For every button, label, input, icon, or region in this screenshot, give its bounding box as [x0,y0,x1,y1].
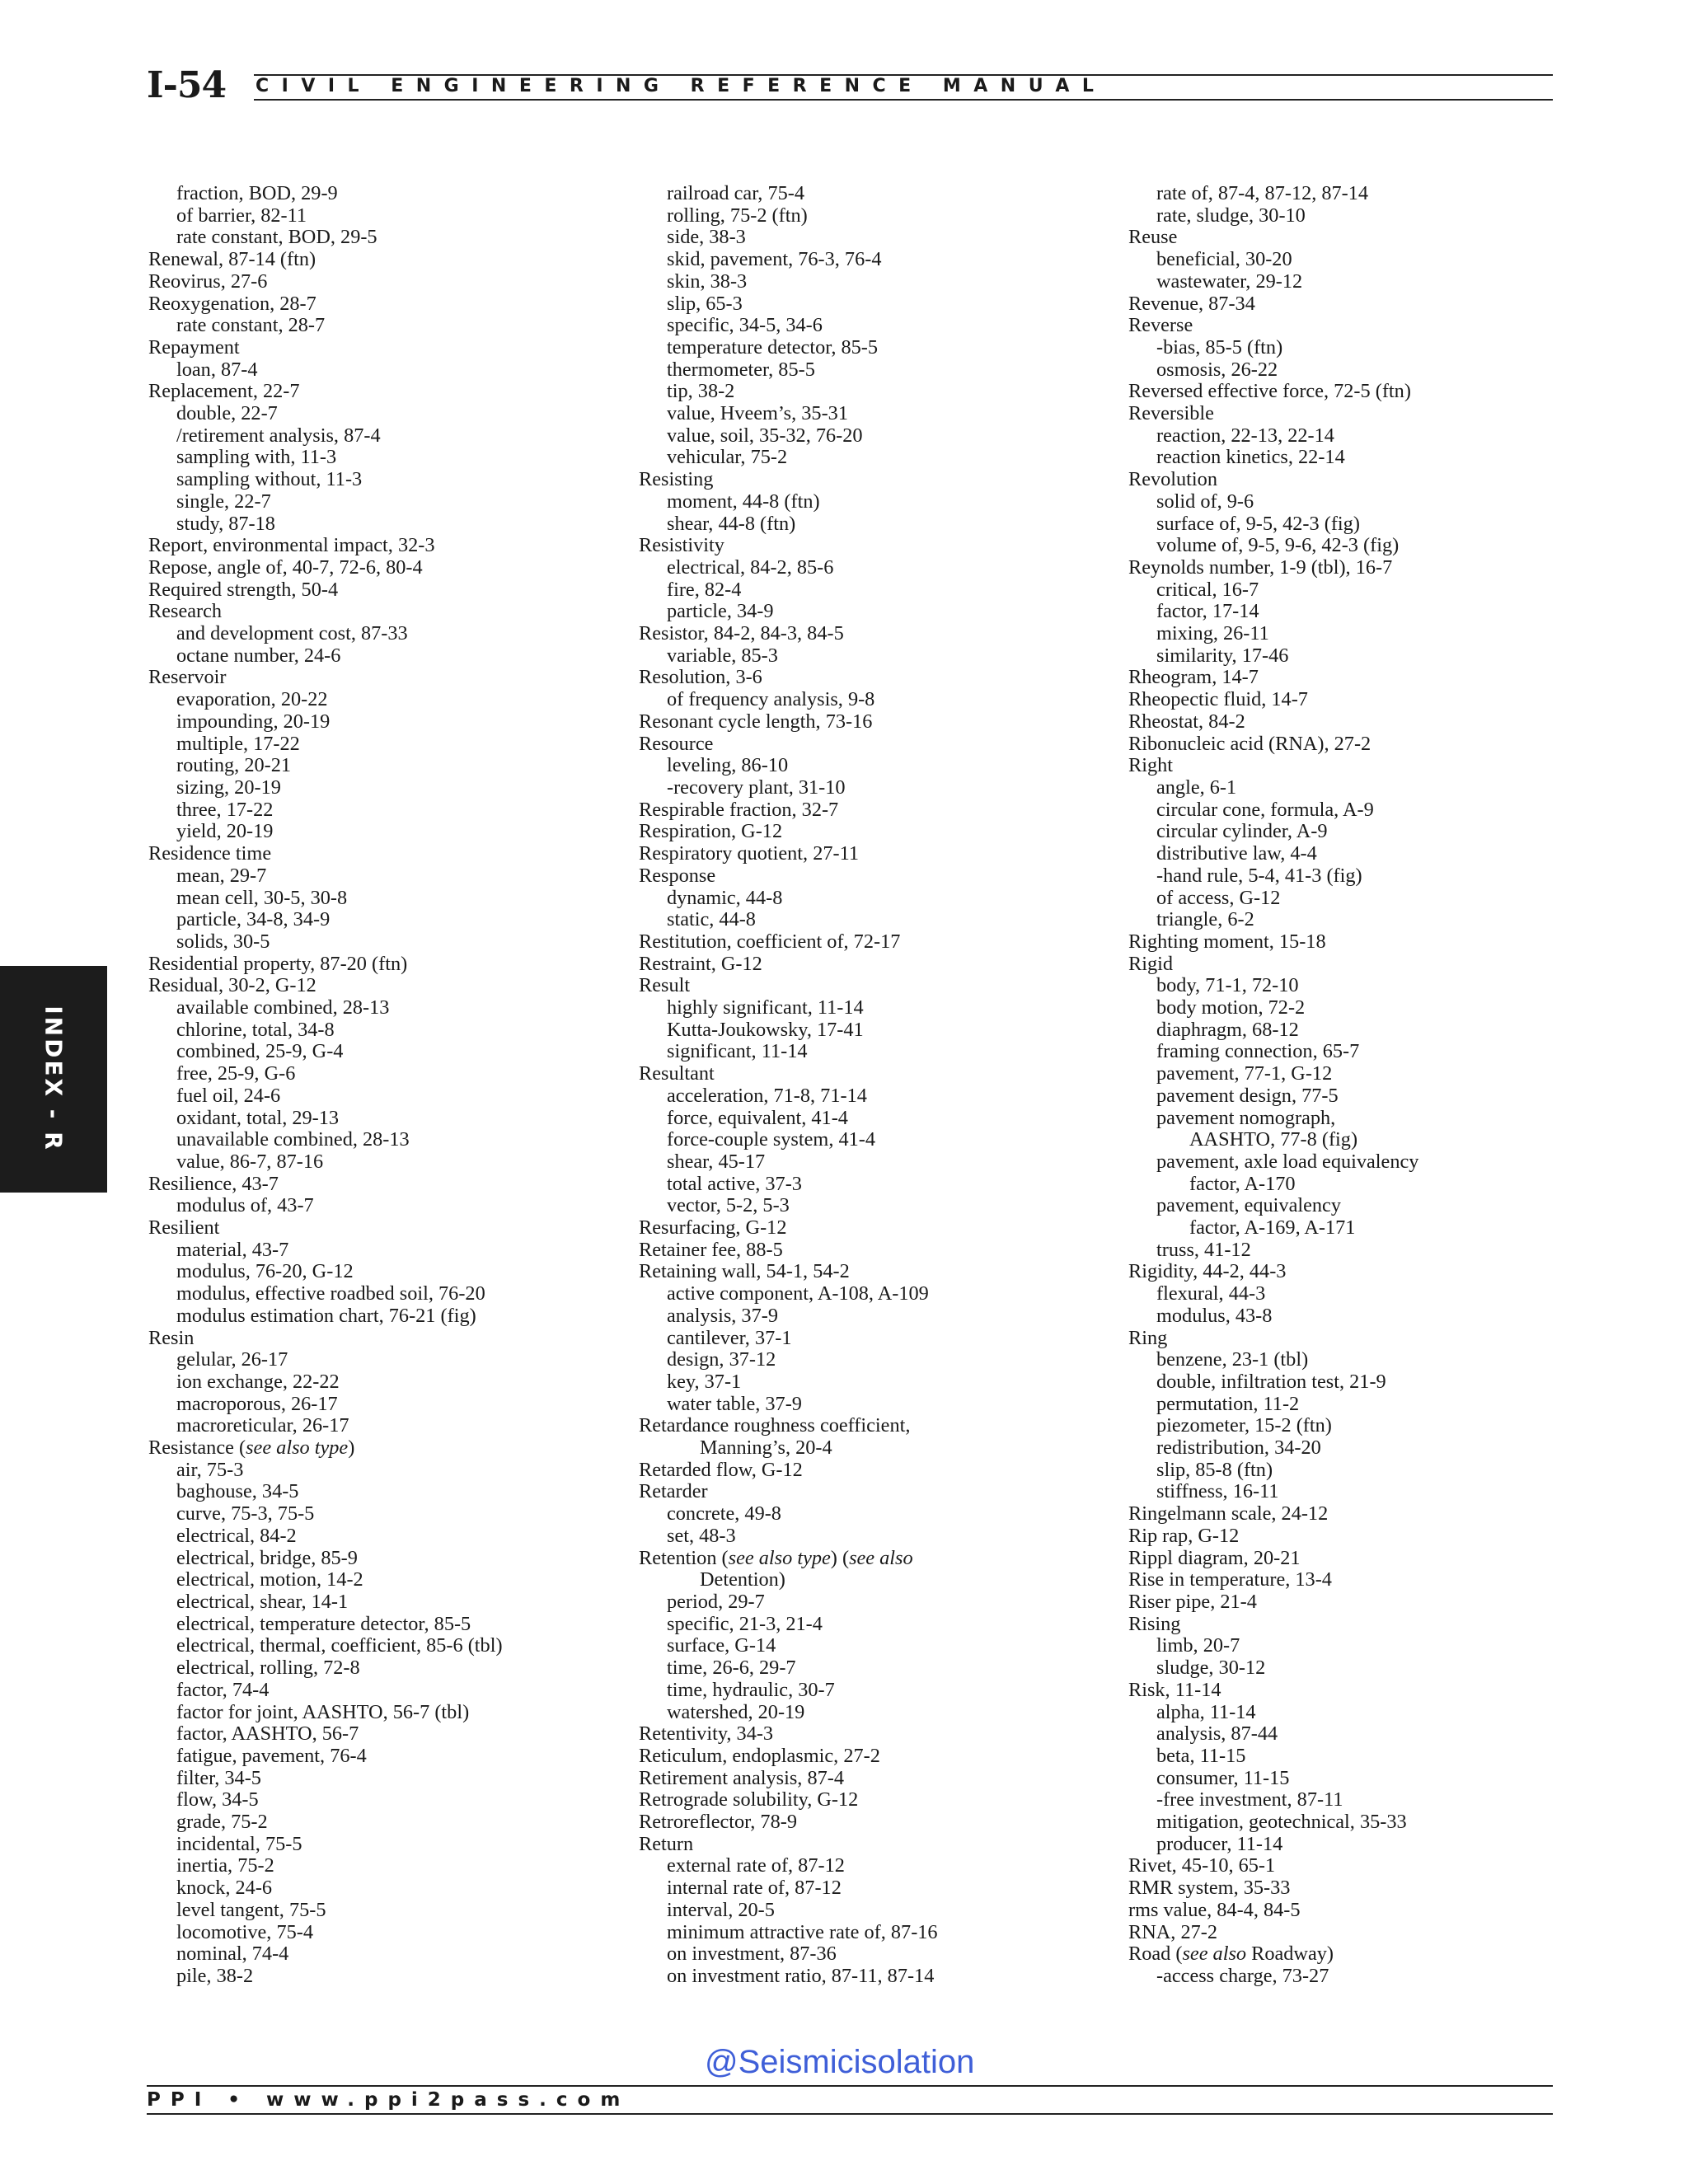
index-entry: Righting moment, 15-18 [1128,930,1326,953]
index-entry: factor, A-170 [1189,1172,1296,1195]
index-entry: electrical, shear, 14-1 [176,1591,349,1613]
index-entry: consumer, 11-15 [1156,1766,1290,1789]
index-entry: highly significant, 11-14 [667,996,864,1019]
index-side-tab [0,966,107,1193]
index-entry: similarity, 17-46 [1156,644,1289,667]
index-entry: available combined, 28-13 [176,996,390,1019]
index-entry: diaphragm, 68-12 [1156,1018,1299,1041]
index-entry: electrical, 84-2 [176,1524,297,1547]
index-entry: material, 43-7 [176,1238,289,1261]
index-entry: skid, pavement, 76-3, 76-4 [667,248,882,271]
index-entry: wastewater, 29-12 [1156,269,1303,293]
index-entry: yield, 20-19 [176,820,274,843]
index-entry: knock, 24-6 [176,1877,273,1900]
index-entry: inertia, 75-2 [176,1854,274,1877]
index-entry: -free investment, 87-11 [1156,1788,1343,1811]
index-entry: surface of, 9-5, 42-3 (fig) [1156,512,1360,535]
index-entry: body, 71-1, 72-10 [1156,974,1299,997]
index-entry: Resilient [148,1216,220,1240]
index-entry: external rate of, 87-12 [667,1854,845,1877]
index-entry: body motion, 72-2 [1156,996,1306,1019]
index-entry: grade, 75-2 [176,1811,268,1834]
index-entry: Residual, 30-2, G-12 [148,974,316,997]
index-entry: critical, 16-7 [1156,578,1259,601]
index-entry: modulus, 43-8 [1156,1304,1273,1327]
index-entry: Rip rap, G-12 [1128,1524,1240,1547]
index-entry: Resistance (see also type) [148,1436,355,1460]
index-entry: Rippl diagram, 20-21 [1128,1546,1301,1569]
index-entry: RMR system, 35-33 [1128,1877,1291,1900]
index-entry: Resistor, 84-2, 84-3, 84-5 [639,622,844,645]
index-entry: angle, 6-1 [1156,776,1237,799]
index-entry: period, 29-7 [667,1591,765,1613]
index-entry: loan, 87-4 [176,358,258,381]
index-entry: evaporation, 20-22 [176,688,328,711]
index-entry: volume of, 9-5, 9-6, 42-3 (fig) [1156,534,1400,557]
index-entry: pavement, equivalency [1156,1194,1341,1217]
index-entry: beta, 11-15 [1156,1744,1246,1767]
index-entry: Retrograde solubility, G-12 [639,1788,859,1811]
index-entry: free, 25-9, G-6 [176,1062,296,1085]
index-entry: on investment ratio, 87-11, 87-14 [667,1964,935,1987]
index-entry: routing, 20-21 [176,754,292,777]
index-entry: Rising [1128,1612,1181,1635]
index-entry: three, 17-22 [176,798,274,821]
index-entry: mean cell, 30-5, 30-8 [176,886,348,909]
index-entry: ion exchange, 22-22 [176,1370,340,1393]
index-entry: key, 37-1 [667,1370,742,1393]
index-entry: electrical, bridge, 85-9 [176,1546,358,1569]
index-entry: single, 22-7 [176,490,271,513]
index-entry: Risk, 11-14 [1128,1678,1221,1701]
index-entry: Kutta-Joukowsky, 17-41 [667,1018,864,1041]
index-entry: fuel oil, 24-6 [176,1084,281,1107]
index-entry: framing connection, 65-7 [1156,1040,1360,1063]
index-entry: rate of, 87-4, 87-12, 87-14 [1156,182,1369,204]
index-entry: side, 38-3 [667,226,746,249]
index-entry: design, 37-12 [667,1348,776,1371]
index-entry: fatigue, pavement, 76-4 [176,1744,367,1767]
index-entry: Reynolds number, 1-9 (tbl), 16-7 [1128,555,1393,579]
index-entry: cantilever, 37-1 [667,1326,792,1349]
index-entry: vehicular, 75-2 [667,446,788,469]
index-entry: Reoxygenation, 28-7 [148,292,316,315]
index-entry: Result [639,974,691,997]
index-entry: electrical, thermal, coefficient, 85-6 (tbl) [176,1634,503,1657]
index-entry: watershed, 20-19 [667,1700,805,1723]
index-entry: acceleration, 71-8, 71-14 [667,1084,867,1107]
index-entry: benzene, 23-1 (tbl) [1156,1348,1309,1371]
index-column-3 [1128,183,1606,1988]
index-entry: Rheostat, 84-2 [1128,710,1245,733]
index-entry: Replacement, 22-7 [148,380,300,403]
index-entry: specific, 21-3, 21-4 [667,1612,823,1635]
index-entry: particle, 34-8, 34-9 [176,908,331,931]
index-entry: Retarded flow, G-12 [639,1458,803,1481]
index-entry: Rheopectic fluid, 14-7 [1128,688,1308,711]
index-entry: Retardance roughness coefficient, [639,1414,911,1437]
index-entry: vector, 5-2, 5-3 [667,1194,790,1217]
page-footer: PPI • www.ppi2pass.com [147,2089,631,2111]
index-entry: sampling with, 11-3 [176,446,337,469]
index-entry: gelular, 26-17 [176,1348,288,1371]
index-entry: time, hydraulic, 30-7 [667,1678,835,1701]
index-entry: distributive law, 4-4 [1156,842,1317,865]
index-entry: Return [639,1832,694,1855]
index-entry: Retentivity, 34-3 [639,1722,774,1746]
index-entry: surface, G-14 [667,1634,776,1657]
index-entry: Restraint, G-12 [639,952,762,975]
index-entry: value, soil, 35-32, 76-20 [667,424,863,447]
index-entry: dynamic, 44-8 [667,886,783,909]
index-entry: baghouse, 34-5 [176,1480,299,1503]
index-entry: beneficial, 30-20 [1156,248,1292,271]
index-entry: temperature detector, 85-5 [667,335,879,359]
index-entry: reaction kinetics, 22-14 [1156,446,1345,469]
index-entry: incidental, 75-5 [176,1832,302,1855]
index-entry: rate constant, BOD, 29-5 [176,226,377,249]
index-entry: factor, AASHTO, 56-7 [176,1722,359,1746]
index-entry: /retirement analysis, 87-4 [176,424,381,447]
index-entry: mean, 29-7 [176,864,267,887]
index-entry: alpha, 11-14 [1156,1700,1256,1723]
index-entry: fire, 82-4 [667,578,742,601]
index-entry: Road (see also Roadway) [1128,1943,1334,1966]
index-entry: Riser pipe, 21-4 [1128,1591,1257,1613]
index-entry: electrical, motion, 14-2 [176,1568,363,1591]
index-entry: solid of, 9-6 [1156,490,1254,513]
index-entry: moment, 44-8 (ftn) [667,490,820,513]
index-entry: value, 86-7, 87-16 [176,1150,324,1173]
index-entry: Resistivity [639,534,724,557]
index-entry: solids, 30-5 [176,930,270,953]
index-entry: shear, 44-8 (ftn) [667,512,796,535]
index-entry: filter, 34-5 [176,1766,261,1789]
index-entry: Reservoir [148,666,227,689]
index-entry: Repayment [148,335,240,359]
index-entry: producer, 11-14 [1156,1832,1283,1855]
index-entry: truss, 41-12 [1156,1238,1251,1261]
index-entry: shear, 45-17 [667,1150,766,1173]
index-entry: interval, 20-5 [667,1898,775,1921]
index-entry: leveling, 86-10 [667,754,789,777]
index-entry: set, 48-3 [667,1524,736,1547]
index-entry: Resin [148,1326,195,1349]
index-entry: oxidant, total, 29-13 [176,1106,340,1129]
index-entry: -hand rule, 5-4, 41-3 (fig) [1156,864,1362,887]
index-entry: rate, sludge, 30-10 [1156,204,1306,227]
index-entry: Response [639,864,716,887]
footer-rule-top [147,2085,1553,2087]
index-entry: air, 75-3 [176,1458,244,1481]
index-entry: Reovirus, 27-6 [148,269,268,293]
index-entry: analysis, 37-9 [667,1304,778,1327]
index-entry: Resisting [639,468,714,491]
index-entry: locomotive, 75-4 [176,1920,313,1943]
index-entry: Revenue, 87-34 [1128,292,1255,315]
index-entry: study, 87-18 [176,512,275,535]
index-entry: total active, 37-3 [667,1172,802,1195]
index-entry: flexural, 44-3 [1156,1282,1266,1305]
index-entry: double, 22-7 [176,402,278,425]
index-entry: Resonant cycle length, 73-16 [639,710,873,733]
index-entry: double, infiltration test, 21-9 [1156,1370,1386,1393]
index-entry: multiple, 17-22 [176,732,300,755]
index-entry: Respiration, G-12 [639,820,783,843]
index-entry: Resource [639,732,714,755]
index-entry: significant, 11-14 [667,1040,808,1063]
index-entry: stiffness, 16-11 [1156,1480,1279,1503]
index-entry: variable, 85-3 [667,644,778,667]
index-entry: factor, A-169, A-171 [1189,1216,1356,1240]
index-entry: RNA, 27-2 [1128,1920,1217,1943]
index-entry: Rheogram, 14-7 [1128,666,1259,689]
index-entry: Report, environmental impact, 32-3 [148,534,435,557]
index-entry: redistribution, 34-20 [1156,1436,1321,1460]
index-entry: pavement, 77-1, G-12 [1156,1062,1333,1085]
index-entry: railroad car, 75-4 [667,182,804,204]
page-header [147,64,1553,107]
index-entry: time, 26-6, 29-7 [667,1657,796,1680]
index-entry: factor, 17-14 [1156,600,1259,623]
index-entry: internal rate of, 87-12 [667,1877,842,1900]
index-entry: Repose, angle of, 40-7, 72-6, 80-4 [148,555,423,579]
index-entry: skin, 38-3 [667,269,748,293]
index-entry: factor for joint, AASHTO, 56-7 (tbl) [176,1700,470,1723]
footer-rule-bottom [147,2113,1553,2115]
index-entry: particle, 34-9 [667,600,774,623]
index-entry: Restitution, coefficient of, 72-17 [639,930,901,953]
index-entry: limb, 20-7 [1156,1634,1240,1657]
index-entry: nominal, 74-4 [176,1943,289,1966]
watermark: @Seismicisolation [705,2044,975,2080]
index-entry: Research [148,600,223,623]
index-entry: Rivet, 45-10, 65-1 [1128,1854,1276,1877]
index-entry: Manning’s, 20-4 [700,1436,832,1460]
index-entry: minimum attractive rate of, 87-16 [667,1920,938,1943]
index-entry: reaction, 22-13, 22-14 [1156,424,1334,447]
index-entry: Renewal, 87-14 (ftn) [148,248,316,271]
index-entry: slip, 85-8 (ftn) [1156,1458,1273,1481]
index-entry: Ringelmann scale, 24-12 [1128,1502,1329,1526]
index-entry: modulus, 76-20, G-12 [176,1260,354,1283]
index-entry: Resilience, 43-7 [148,1172,279,1195]
index-entry: rolling, 75-2 (ftn) [667,204,808,227]
index-entry: Reuse [1128,226,1178,249]
index-entry: Residential property, 87-20 (ftn) [148,952,408,975]
index-entry: Retroreflector, 78-9 [639,1811,797,1834]
index-entry: Rigidity, 44-2, 44-3 [1128,1260,1287,1283]
index-entry: rate constant, 28-7 [176,314,326,337]
index-entry: Rise in temperature, 13-4 [1128,1568,1332,1591]
index-entry: circular cone, formula, A-9 [1156,798,1374,821]
index-entry: impounding, 20-19 [176,710,331,733]
index-entry: force-couple system, 41-4 [667,1128,876,1151]
index-column-2 [639,183,1117,1988]
index-entry: pavement, axle load equivalency [1156,1150,1419,1173]
index-entry: on investment, 87-36 [667,1943,837,1966]
index-entry: octane number, 24-6 [176,644,341,667]
index-entry: piezometer, 15-2 (ftn) [1156,1414,1332,1437]
index-entry: of barrier, 82-11 [176,204,307,227]
index-entry: pavement nomograph, [1156,1106,1336,1129]
index-entry: Retaining wall, 54-1, 54-2 [639,1260,850,1283]
index-entry: Respirable fraction, 32-7 [639,798,839,821]
index-entry: unavailable combined, 28-13 [176,1128,410,1151]
index-entry: factor, 74-4 [176,1678,270,1701]
index-entry: triangle, 6-2 [1156,908,1254,931]
index-entry: AASHTO, 77-8 (fig) [1189,1128,1358,1151]
index-entry: Reticulum, endoplasmic, 27-2 [639,1744,880,1767]
index-entry: Reverse [1128,314,1193,337]
index-entry: pile, 38-2 [176,1964,254,1987]
index-entry: Reversed effective force, 72-5 (ftn) [1128,380,1411,403]
index-entry: Respiratory quotient, 27-11 [639,842,859,865]
index-entry: Revolution [1128,468,1217,491]
index-entry: Retention (see also type) (see also [639,1546,913,1569]
index-entry: of access, G-12 [1156,886,1281,909]
index-entry: Ribonucleic acid (RNA), 27-2 [1128,732,1372,755]
page-number: I-54 [147,64,227,106]
index-entry: -bias, 85-5 (ftn) [1156,335,1283,359]
index-entry: -access charge, 73-27 [1156,1964,1329,1987]
index-entry: -recovery plant, 31-10 [667,776,846,799]
index-entry: modulus of, 43-7 [176,1194,314,1217]
index-entry: sampling without, 11-3 [176,468,363,491]
index-entry: thermometer, 85-5 [667,358,815,381]
index-entry: Detention) [700,1568,785,1591]
index-entry: circular cylinder, A-9 [1156,820,1328,843]
index-entry: macroreticular, 26-17 [176,1414,349,1437]
index-entry: mixing, 26-11 [1156,622,1269,645]
index-entry: water table, 37-9 [667,1392,802,1415]
index-entry: sizing, 20-19 [176,776,281,799]
index-entry: sludge, 30-12 [1156,1657,1266,1680]
index-entry: Resurfacing, G-12 [639,1216,787,1240]
index-entry: rms value, 84-4, 84-5 [1128,1898,1301,1921]
index-entry: Rigid [1128,952,1174,975]
index-entry: Resolution, 3-6 [639,666,762,689]
index-entry: osmosis, 26-22 [1156,358,1278,381]
index-entry: and development cost, 87-33 [176,622,408,645]
index-entry: slip, 65-3 [667,292,743,315]
side-tab-label: INDEX - R [40,1005,68,1152]
index-entry: Resultant [639,1062,715,1085]
index-entry: active component, A-108, A-109 [667,1282,929,1305]
index-entry: Reversible [1128,402,1214,425]
index-column-1 [148,183,626,1988]
index-entry: value, Hveem’s, 35-31 [667,402,848,425]
index-entry: level tangent, 75-5 [176,1898,326,1921]
index-entry: Required strength, 50-4 [148,578,339,601]
index-entry: concrete, 49-8 [667,1502,781,1526]
index-entry: Retirement analysis, 87-4 [639,1766,844,1789]
index-entry: mitigation, geotechnical, 35-33 [1156,1811,1407,1834]
index-entry: analysis, 87-44 [1156,1722,1278,1746]
index-entry: tip, 38-2 [667,380,735,403]
index-entry: flow, 34-5 [176,1788,259,1811]
index-entry: Retarder [639,1480,708,1503]
index-entry: permutation, 11-2 [1156,1392,1300,1415]
index-entry: electrical, temperature detector, 85-5 [176,1612,471,1635]
running-title: CIVIL ENGINEERING REFERENCE MANUAL [256,76,1107,96]
index-entry: macroporous, 26-17 [176,1392,338,1415]
index-entry: combined, 25-9, G-4 [176,1040,344,1063]
index-entry: Retainer fee, 88-5 [639,1238,783,1261]
index-entry: pavement design, 77-5 [1156,1084,1339,1107]
index-entry: curve, 75-3, 75-5 [176,1502,315,1526]
index-entry: force, equivalent, 41-4 [667,1106,848,1129]
index-entry: Right [1128,754,1174,777]
index-entry: Residence time [148,842,272,865]
index-entry: electrical, 84-2, 85-6 [667,555,834,579]
header-rule-bottom [254,99,1553,101]
index-entry: modulus, effective roadbed soil, 76-20 [176,1282,485,1305]
index-entry: specific, 34-5, 34-6 [667,314,823,337]
index-entry: chlorine, total, 34-8 [176,1018,335,1041]
index-entry: electrical, rolling, 72-8 [176,1657,360,1680]
index-entry: fraction, BOD, 29-9 [176,182,338,204]
index-entry: static, 44-8 [667,908,756,931]
index-entry: Ring [1128,1326,1168,1349]
index-entry: modulus estimation chart, 76-21 (fig) [176,1304,476,1327]
index-entry: of frequency analysis, 9-8 [667,688,875,711]
